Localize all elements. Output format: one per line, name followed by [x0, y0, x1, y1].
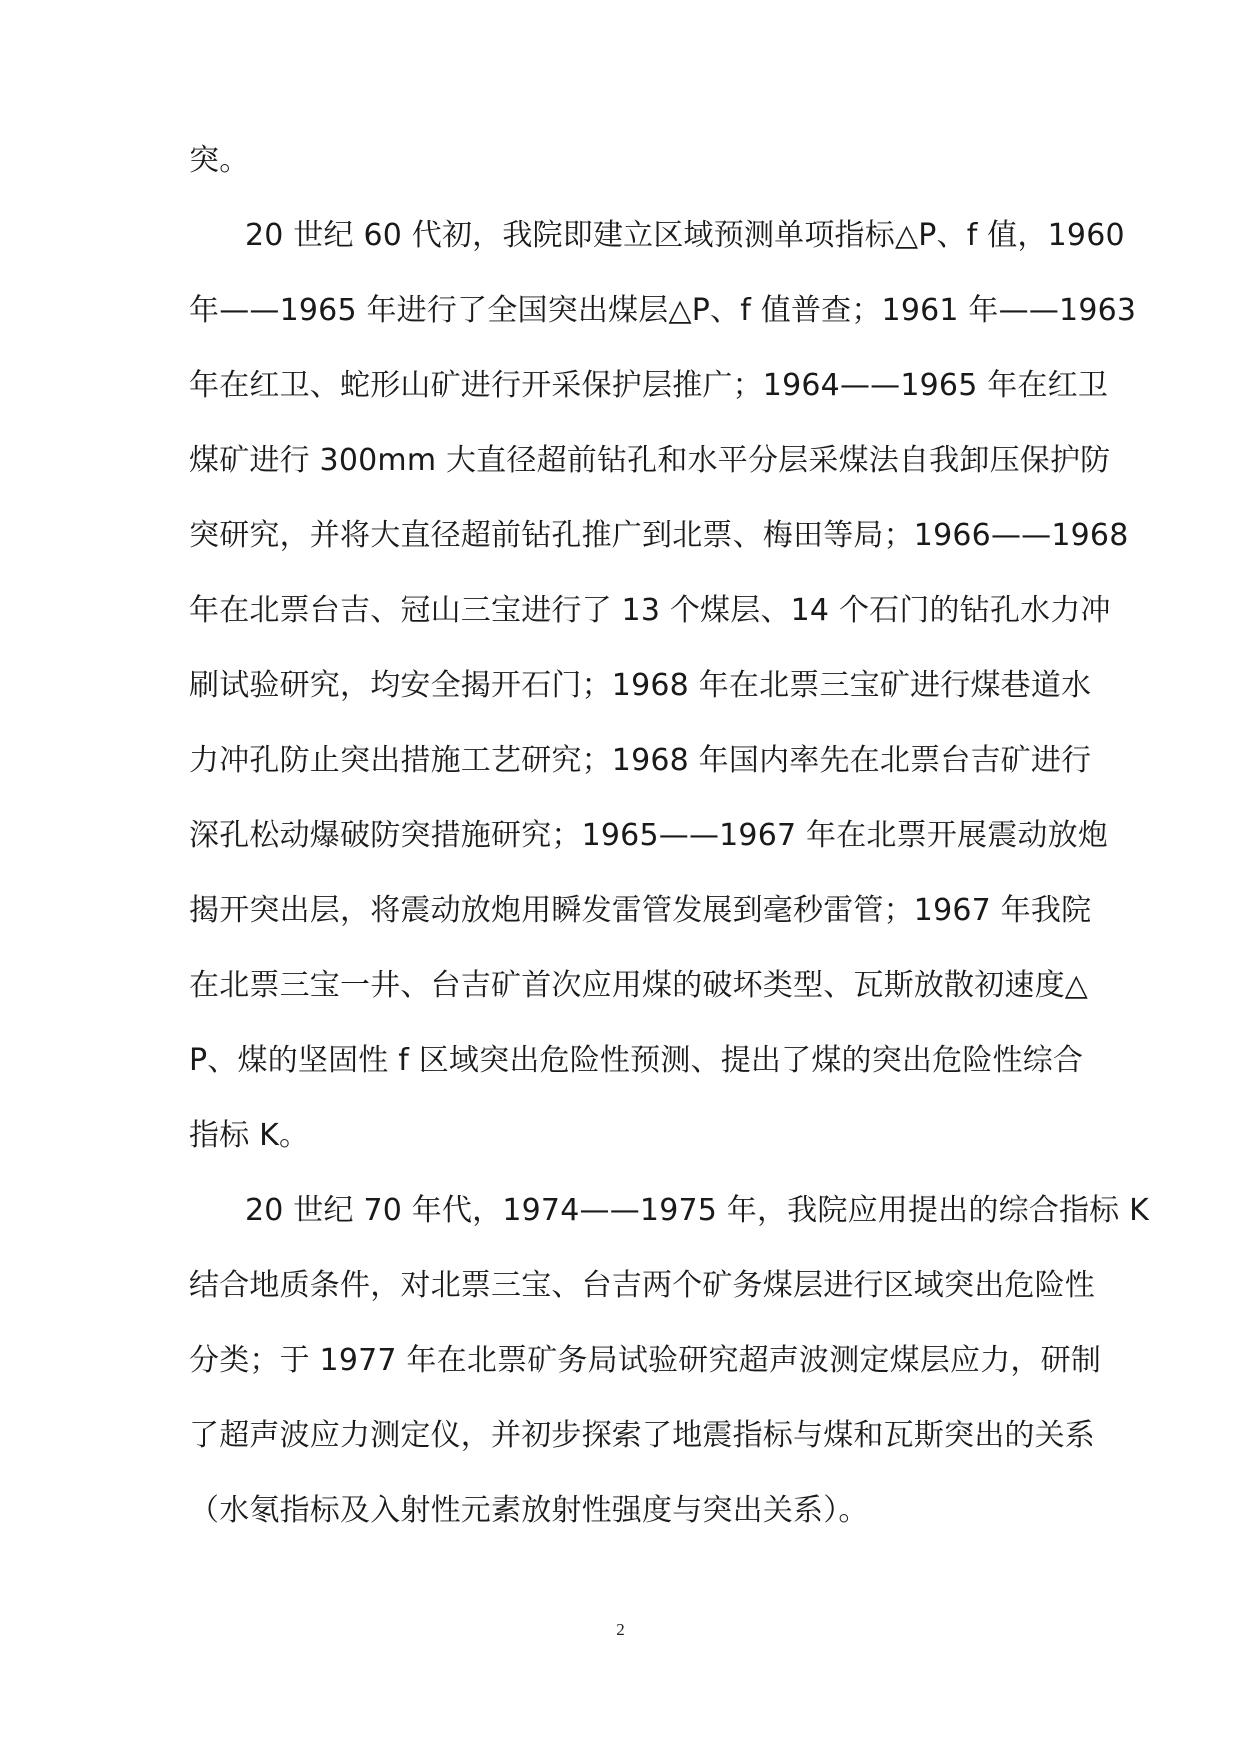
- text-line: 力冲孔防止突出措施工艺研究；1968 年国内率先在北票台吉矿进行: [189, 743, 1092, 778]
- text-line: 突。: [189, 143, 250, 178]
- text-line: 20 世纪 60 代初，我院即建立区域预测单项指标△P、f 值，1960: [245, 218, 1125, 253]
- text-line: 揭开突出层，将震动放炮用瞬发雷管发展到毫秒雷管；1967 年我院: [189, 893, 1092, 928]
- text-line: 深孔松动爆破防突措施研究；1965——1967 年在北票开展震动放炮: [189, 818, 1109, 853]
- text-line: 突研究，并将大直径超前钻孔推广到北票、梅田等局；1966——1968: [189, 518, 1129, 553]
- text-line: 年在红卫、蛇形山矿进行开采保护层推广；1964——1965 年在红卫: [189, 368, 1109, 403]
- page-number: 2: [616, 1620, 625, 1639]
- paragraph-1: [189, 137, 1055, 212]
- paragraph-2: [189, 212, 1137, 1187]
- text-line: 刷试验研究，均安全揭开石门；1968 年在北票三宝矿进行煤巷道水: [189, 668, 1092, 703]
- text-line: 指标 K。: [189, 1118, 310, 1153]
- body-text: [189, 137, 1149, 1562]
- text-line: 年在北票台吉、冠山三宝进行了 13 个煤层、14 个石门的钻孔水力冲: [189, 593, 1111, 628]
- text-line: 年——1965 年进行了全国突出煤层△P、f 值普查；1961 年——1963: [189, 293, 1137, 328]
- text-line: 分类；于 1977 年在北票矿务局试验研究超声波测定煤层应力，研制: [189, 1343, 1102, 1378]
- text-line: 20 世纪 70 年代，1974——1975 年，我院应用提出的综合指标 K: [245, 1193, 1149, 1228]
- text-line: 在北票三宝一井、台吉矿首次应用煤的破坏类型、瓦斯放散初速度△: [189, 968, 1089, 1003]
- text-line: 煤矿进行 300mm 大直径超前钻孔和水平分层采煤法自我卸压保护防: [189, 443, 1111, 478]
- text-line: 了超声波应力测定仪，并初步探索了地震指标与煤和瓦斯突出的关系: [189, 1418, 1095, 1453]
- paragraph-3: [189, 1187, 1149, 1562]
- text-line: （水氡指标及入射性元素放射性强度与突出关系）。: [189, 1493, 869, 1528]
- text-line: 结合地质条件，对北票三宝、台吉两个矿务煤层进行区域突出危险性: [189, 1268, 1095, 1303]
- text-line: P、煤的坚固性 f 区域突出危险性预测、提出了煤的突出危险性综合: [189, 1043, 1084, 1078]
